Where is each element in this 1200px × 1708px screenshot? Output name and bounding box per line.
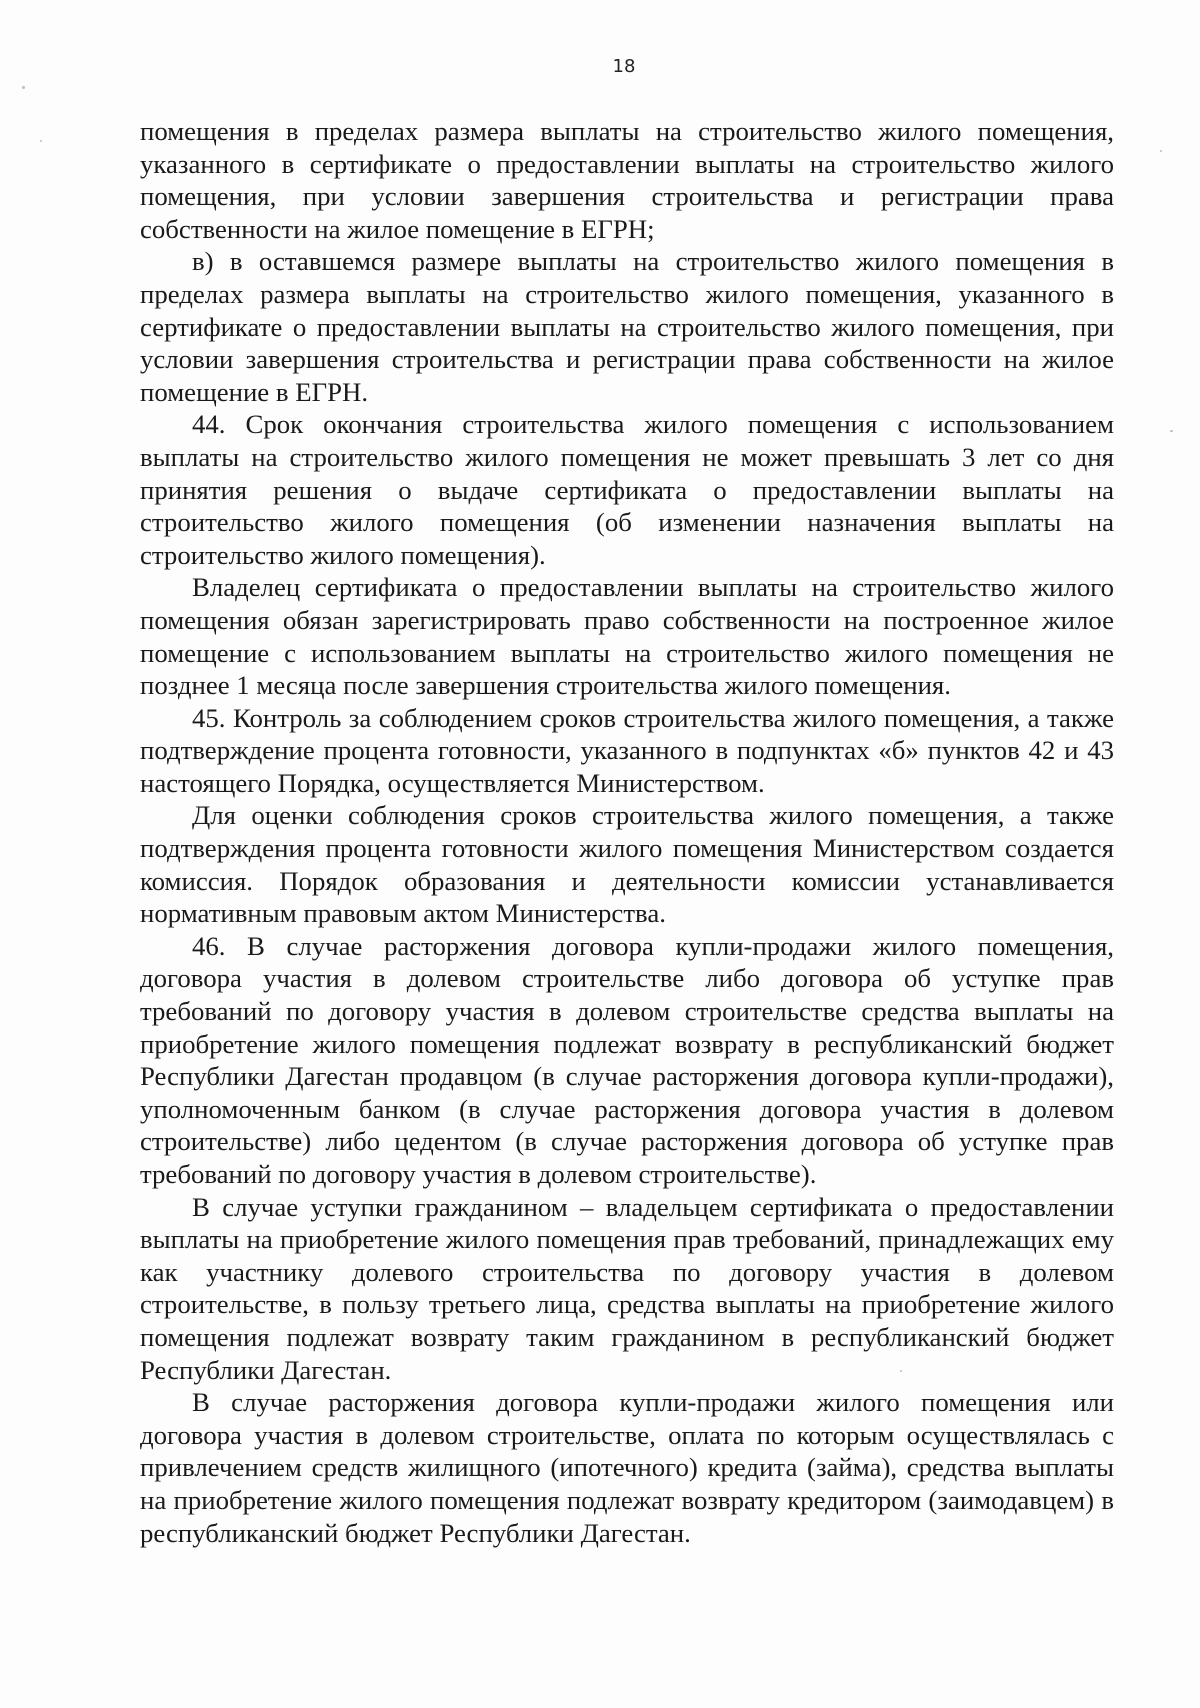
paragraph-46: 46. В случае расторжения договора купли-продажи жилого помещения, договора участия в долевом строительстве либо договора об уступке прав требований по договору участия в долевом строительстве средства выплаты на приобретение жилого помещения подлежат возврату в республиканский бюджет Республики Дагестан продавцом (в случае расторжения договора купли-продажи), уполномоченным банком (в случае расторжения договора участия в долевом строительстве) либо цедентом (в случае расторжения договора об уступке прав требований по договору участия в долевом строительстве). bbox=[140, 930, 1114, 1189]
scan-speck bbox=[40, 140, 42, 142]
scan-speck bbox=[1160, 150, 1162, 152]
scan-speck bbox=[22, 86, 25, 89]
paragraph-continuation: помещения в пределах размера выплаты на строительство жилого помещения, указанного в сертификате о предоставлении выплаты на строительство жилого помещения, при условии завершения строительства и регистрации права собственности на жилое помещение в ЕГРН; bbox=[140, 116, 1114, 244]
paragraph-commission: Для оценки соблюдения сроков строительства жилого помещения, а также подтверждения процента готовности жилого помещения Министерством создается комиссия. Порядок образования и деятельности комиссии устанавливается нормативным правовым актом Министерства. bbox=[140, 800, 1114, 929]
paragraph-assignment: В случае уступки гражданином – владельцем сертификата о предоставлении выплаты на приобретение жилого помещения прав требований, принадлежащих ему как участнику долевого строительства по договору участия в долевом строительстве, в пользу третьего лица, средства выплаты на приобретение жилого помещения подлежат возврату таким гражданином в республиканский бюджет Республики Дагестан. bbox=[140, 1191, 1114, 1385]
paragraph-owner-obligation: Владелец сертификата о предоставлении выплаты на строительство жилого помещения обязан зарегистрировать право собственности на построенное жилое помещение с использованием выплаты на строительство жилого помещения не позднее 1 месяца после завершения строительства жилого помещения. bbox=[140, 572, 1114, 701]
paragraph-subclause-v: в) в оставшемся размере выплаты на строительство жилого помещения в пределах размера выплаты на строительство жилого помещения, указанного в сертификате о предоставлении выплаты на строительство жилого помещения, при условии завершения строительства и регистрации права собственности на жилое помещение в ЕГРН. bbox=[140, 246, 1114, 407]
paragraph-credit-return: В случае расторжения договора купли-продажи жилого помещения или договора участия в долевом строительстве, оплата по которым осуществлялась с привлечением средств жилищного (ипотечного) кредита (займа), средства выплаты на приобретение жилого помещения подлежат возврату кредитором (заимодавцем) в республиканский бюджет Республики Дагестан. bbox=[140, 1387, 1114, 1548]
paragraph-44: 44. Срок окончания строительства жилого помещения с использованием выплаты на строительство жилого помещения не может превышать 3 лет со дня принятия решения о выдаче сертификата о предоставлении выплаты на строительство жилого помещения (об изменении назначения выплаты на строительство жилого помещения). bbox=[140, 409, 1114, 570]
document-body bbox=[140, 115, 1114, 1549]
page-number: 18 bbox=[612, 56, 636, 77]
scan-speck bbox=[900, 1370, 902, 1372]
scan-speck bbox=[1170, 430, 1173, 432]
paragraph-45: 45. Контроль за соблюдением сроков строительства жилого помещения, а также подтверждение процента готовности, указанного в подпунктах «б» пунктов 42 и 43 настоящего Порядка, осуществляется Министерством. bbox=[140, 702, 1114, 798]
